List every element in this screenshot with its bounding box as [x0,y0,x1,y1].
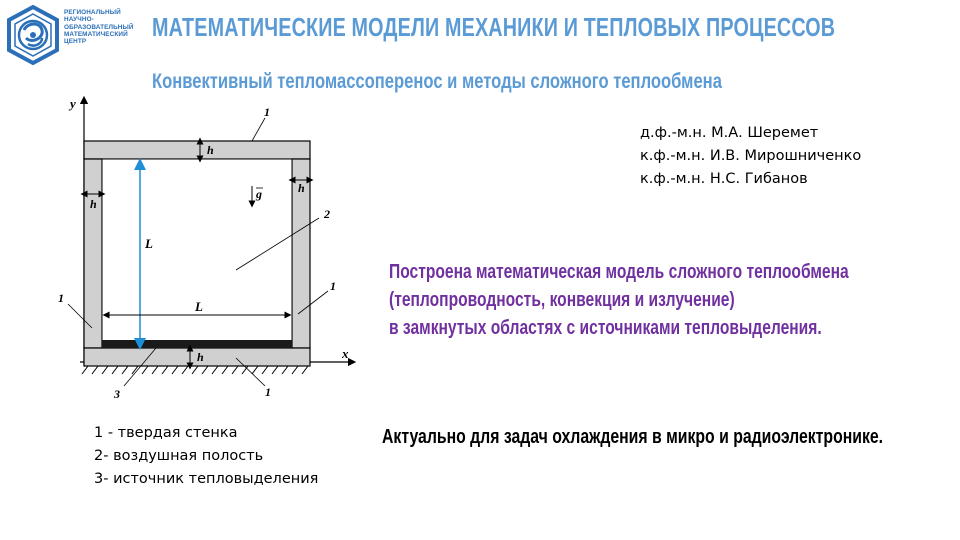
legend-item: 1 - твердая стенка [94,425,238,441]
statement-line: в замкнутых областях с источниками тепловыделения. [389,317,822,339]
author: к.ф.-м.н. И.В. Мирошниченко [640,148,862,164]
statement-line: (теплопроводность, конвекция и излучение) [389,289,735,311]
logo-line: МАТЕМАТИЧЕСКИЙ [64,30,128,38]
h-bottom-label: h [197,350,204,364]
legend-item: 3- источник тепловыделения [94,471,319,487]
authors-list [640,122,861,191]
ground-hatching [82,366,308,374]
relevance-note: Актуально для задач охлаждения в микро и радиоэлектронике. [382,426,884,448]
logo-line: ЦЕНТР [64,38,87,46]
statement-line: Построена математическая модель сложного теплообмена [389,261,849,283]
cavity-diagram [52,94,362,404]
vertical-L-label: L [145,236,153,251]
label-1-right: 1 [330,279,336,293]
y-axis-label: y [70,96,76,111]
logo-line: РЕГИОНАЛЬНЫЙ [64,9,121,16]
left-wall [84,159,102,348]
horizontal-L-label: L [195,299,203,314]
heat-source [102,340,292,348]
center-logo-icon [4,4,62,66]
label-1-left: 1 [58,291,64,305]
label-1-bottom: 1 [265,385,271,399]
legend-item: 2- воздушная полость [94,448,264,464]
diagram-legend [94,422,318,491]
logo-line: НАУЧНО- [64,16,94,24]
slide-title: МАТЕМАТИЧЕСКИЕ МОДЕЛИ МЕХАНИКИ И ТЕПЛОВЫХ ПРОЦЕССОВ [152,12,836,42]
label-1-top: 1 [264,105,270,119]
top-wall [84,141,310,159]
slide-subtitle: Конвективный тепломассоперенос и методы сложного теплообмена [152,70,722,93]
label-3: 3 [114,387,120,401]
h-left-label: h [90,197,97,211]
gravity-label: g [256,187,262,201]
logo-text [64,9,154,45]
air-cavity [102,159,292,348]
author: к.ф.-м.н. Н.С. Гибанов [640,171,808,187]
x-axis-label: x [342,346,349,361]
h-right-label: h [298,181,305,195]
model-statement [389,258,849,342]
author: д.ф.-м.н. М.А. Шеремет [640,125,819,141]
h-top-label: h [207,143,214,157]
logo-line: ОБРАЗОВАТЕЛЬНЫЙ [64,23,134,31]
label-2: 2 [324,207,330,221]
